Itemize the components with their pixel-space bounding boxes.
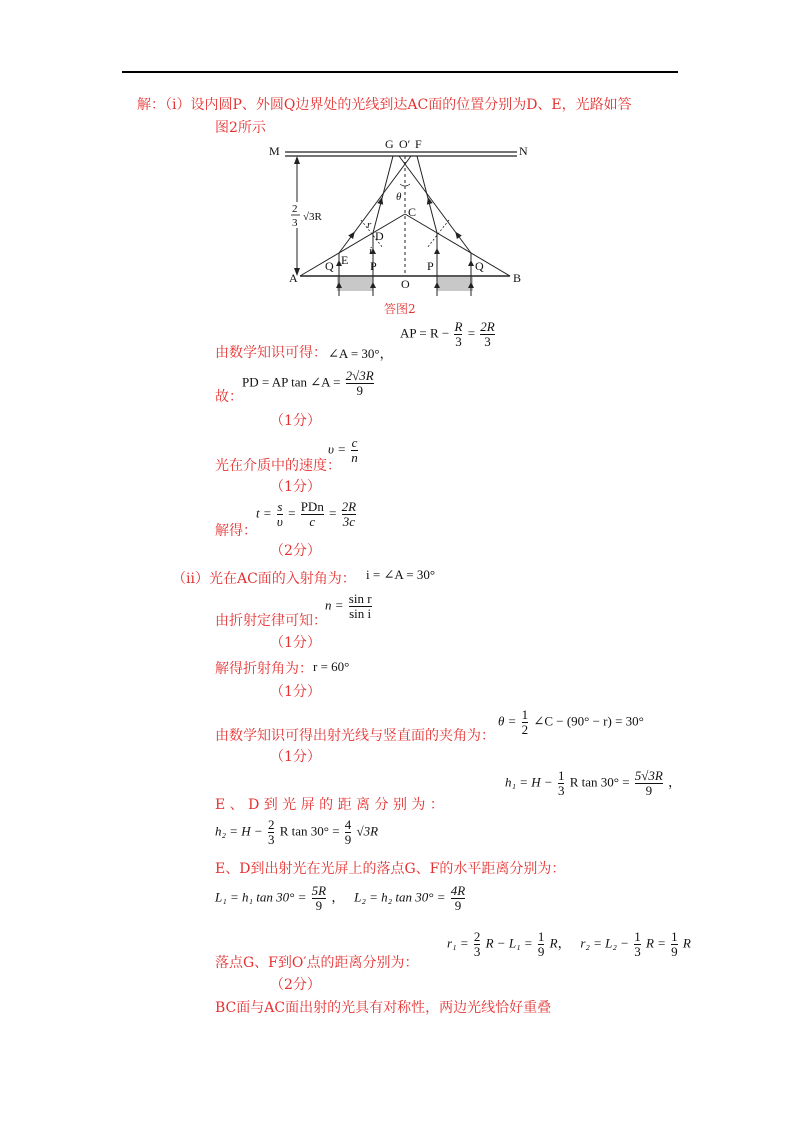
label-A: A [289,271,298,285]
r-equation: r = 60° [313,659,350,674]
label-F: F [415,137,422,151]
label-theta: θ [396,191,402,203]
label-D: D [375,229,384,243]
label-P-left: P [370,259,377,273]
label-E: E [341,253,349,267]
score-6: （1分） [270,749,321,765]
theta-equation: θ = $\frac{1}{2}$ ∠C − (90° − r) = 30° [498,707,644,737]
intro-line-1: 解：（ⅰ）设内圆P、外圆Q边界处的光线到达AC面的位置分别为D、E，光路如答 [137,97,632,113]
figure-caption: 答图2 [384,302,416,316]
ed-text: E 、 D 到 光 屏 的 距 离 分 别 为 ： [215,797,444,813]
v-equation: υ = $\frac{c}{n}$ [328,435,358,465]
label-C: C [408,205,417,219]
ray-D-G [373,156,393,233]
score-5: （1分） [270,684,321,700]
label-N: N [519,144,528,158]
label-P-right: P [427,259,434,273]
h1-equation: h₁ = H − $\frac{1}{3}$ R tan 30° = $\frac{5√3R}{9}$ ， [505,768,682,798]
label-Q-left: Q [325,259,334,273]
r-distances: r₁ = $\frac{2}{3}$ R − L₁ = $\frac{1}{9}$ R， r₂ = L₂ − $\frac{1}{3}$ R = $\frac{1}{9}$ R [447,929,691,959]
label-G: G [385,137,394,151]
pd-text: 故： [215,389,243,405]
theta-text: 由数学知识可得出射光线与竖直面的夹角为： [215,728,495,744]
h2-equation: h₂ = H − $\frac{2}{3}$ R tan 30° = $\frac{4}{9}$ √3R [215,817,379,847]
gf-text: 落点G、F到O′点的距离分别为： [215,955,419,971]
label-M: M [269,144,280,158]
ii-equation: i = ∠A = 30° [366,567,436,582]
height-root: √3R [303,211,322,223]
score-3: （2分） [270,543,321,559]
label-B: B [513,271,522,285]
shade-left [337,277,373,291]
label-i: i [369,245,373,257]
score-4: （1分） [270,635,321,651]
final-line: BC面与AC面出射的光具有对称性，两边光线恰好重叠 [215,1000,552,1016]
p1-angle: ∠A = 30°， [328,346,393,361]
label-Q-right: Q [475,259,484,273]
n-equation: n = $\frac{\text{sin r}}{\text{sin i}}$ [325,591,372,621]
score-7: （2分） [270,977,321,993]
label-O: O [401,277,410,291]
r-text: 解得折射角为： [215,661,313,677]
v-text: 光在介质中的速度： [215,458,341,474]
score-1: （1分） [270,413,321,429]
ap-equation: AP = R − $\frac{R}{3}$ = $\frac{2R}{3}$ [400,319,495,349]
t-equation: t = $\frac{s}{\upsilon}$ = $\frac{\text{PDn}}{c}$ = $\frac{2R}{3c}$ [256,499,357,529]
ii-text: （ⅱ）光在AC面的入射角为： [172,571,356,587]
l-equations: L₁ = h₁ tan 30° = $\frac{5R}{9}$ ， L₂ = h₂ tan 30° = $\frac{4R}{9}$ [215,883,466,913]
pd-equation: PD = AP tan ∠A = $\frac{2√3R}{9}$ [242,368,374,398]
shade-right [437,277,473,291]
t-text: 解得： [215,523,257,539]
score-2: （1分） [270,479,321,495]
l-text: E、D到出射光在光屏上的落点G、F的水平距离分别为： [215,861,566,877]
intro-line-2: 图2所示 [215,120,266,136]
label-Oprime: O′ [399,137,411,151]
n-text: 由折射定律可知： [215,613,327,629]
header-rule [122,71,678,73]
label-r: r [367,219,372,231]
edge-CB [405,214,510,276]
p1-text: 由数学知识可得： [215,345,327,361]
height-den: 3 [292,217,298,229]
edge-AC [300,214,405,276]
height-coef: 2 [292,203,298,215]
